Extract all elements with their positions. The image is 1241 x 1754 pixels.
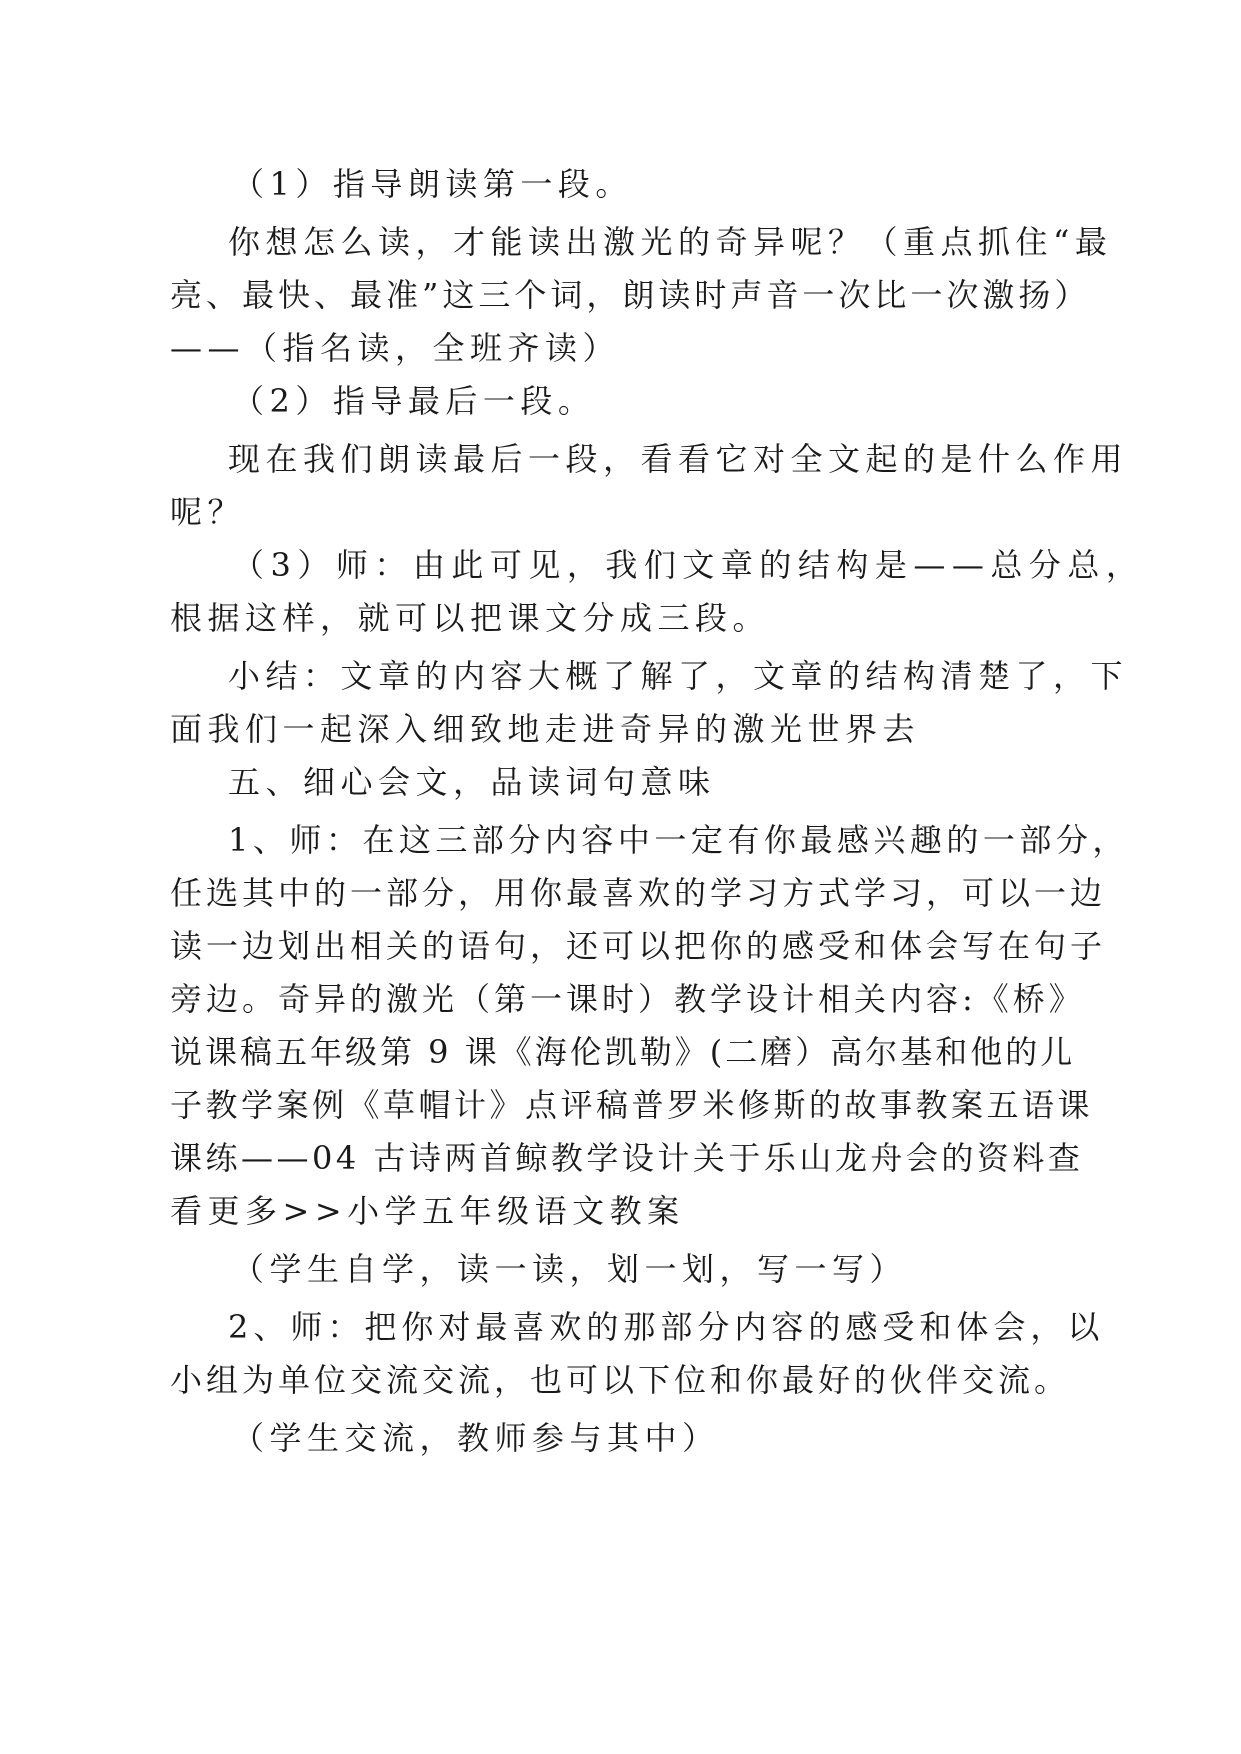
paragraph-line: 呢？	[170, 493, 246, 531]
paragraph-line: 看更多>>小学五年级语文教案	[170, 1192, 685, 1230]
paragraph-line: 读一边划出相关的语句，还可以把你的感受和体会写在句子	[170, 927, 1107, 965]
section-heading: 五、细心会文，品读词句意味	[228, 763, 716, 801]
paragraph-line: 小组为单位交流交流，也可以下位和你最好的伙伴交流。	[170, 1361, 1071, 1399]
paragraph-line: 你想怎么读，才能读出激光的奇异呢？（重点抓住“最	[228, 223, 1113, 261]
paragraph-line: 根据这样，就可以把课文分成三段。	[170, 599, 771, 637]
paragraph-line: 说课稿五年级第 9 课《海伦凯勒》(二磨）高尔基和他的儿	[170, 1033, 1076, 1071]
paragraph-line: 亮、最快、最准”这三个词，朗读时声音一次比一次激扬）	[170, 276, 1091, 314]
paragraph-line: ——（指名读，全班齐读）	[170, 329, 621, 367]
paragraph-line: 现在我们朗读最后一段，看看它对全文起的是什么作用	[228, 440, 1129, 478]
paragraph-line: 2、师：把你对最喜欢的那部分内容的感受和体会，以	[228, 1308, 1105, 1346]
paragraph-line: 小结：文章的内容大概了解了，文章的结构清楚了，下	[228, 657, 1129, 695]
paragraph-line: 课练——04 古诗两首鲸教学设计关于乐山龙舟会的资料查	[170, 1139, 1084, 1177]
paragraph-line: 旁边。奇异的激光（第一课时）教学设计相关内容:《桥》	[170, 980, 1085, 1018]
paragraph-line: （3）师：由此可见，我们文章的结构是——总分总，	[232, 546, 1145, 584]
paragraph-line: 面我们一起深入细致地走进奇异的激光世界去	[170, 710, 921, 748]
paragraph-line: 1、师：在这三部分内容中一定有你最感兴趣的一部分，	[228, 821, 1129, 859]
paragraph-line: （学生自学，读一读，划一划，写一写）	[232, 1250, 908, 1288]
paragraph-line: （学生交流，教师参与其中）	[232, 1419, 720, 1457]
paragraph-line: 子教学案例《草帽计》点评稿普罗米修斯的故事教案五语课	[170, 1086, 1094, 1124]
paragraph-line: （1）指导朗读第一段。	[232, 165, 633, 203]
paragraph-line: （2）指导最后一段。	[232, 382, 596, 420]
paragraph-line: 任选其中的一部分，用你最喜欢的学习方式学习，可以一边	[170, 874, 1107, 912]
